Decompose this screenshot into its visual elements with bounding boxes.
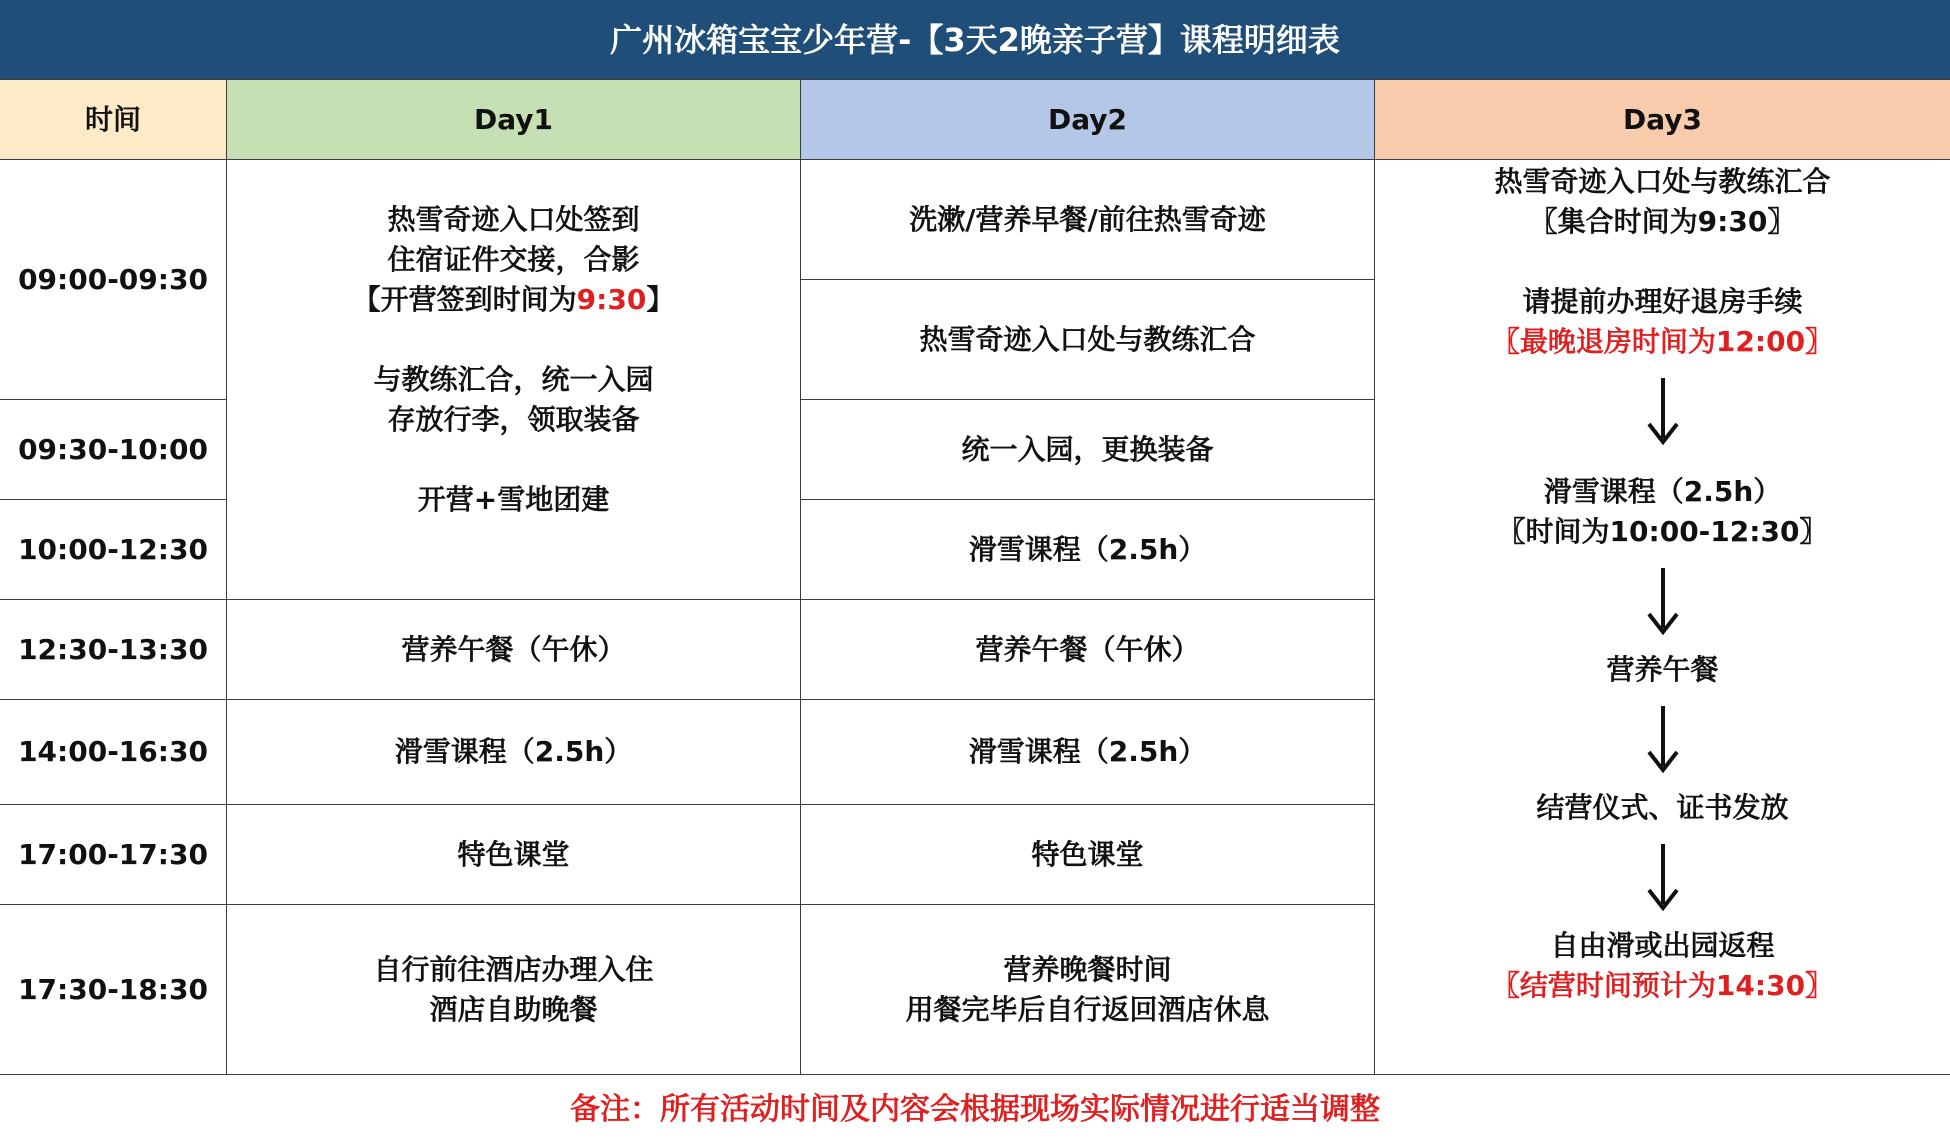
day3-free-ski: 自由滑或出园返程 bbox=[1550, 929, 1775, 962]
time-slot-3: 10:00-12:30 bbox=[0, 500, 227, 600]
arrow-down-icon bbox=[1643, 376, 1683, 446]
day3-checkout: 请提前办理好退房手续 bbox=[1522, 285, 1803, 318]
footer-note: 备注：所有活动时间及内容会根据现场实际情况进行适当调整 bbox=[570, 1091, 1380, 1127]
day1-morning-block bbox=[227, 160, 801, 600]
time-slot-6: 17:00-17:30 bbox=[0, 805, 227, 905]
day2-evening bbox=[801, 905, 1375, 1075]
day3-checkout-time: 〖最晚退房时间为12:00〗 bbox=[1491, 325, 1834, 358]
day2-breakfast: 洗漱/营养早餐/前往热雪奇迹 bbox=[801, 160, 1375, 280]
day1-hotel-checkin: 自行前往酒店办理入住 bbox=[373, 952, 654, 986]
day1-lunch: 营养午餐（午休） bbox=[227, 600, 801, 700]
day1-evening bbox=[227, 905, 801, 1075]
day2-dinner: 营养晚餐时间 bbox=[1003, 952, 1172, 986]
arrow-down-icon bbox=[1643, 704, 1683, 774]
day1-id-handover: 住宿证件交接，合影 bbox=[387, 242, 640, 276]
day3-end-time: 〖结营时间预计为14:30〗 bbox=[1491, 969, 1834, 1002]
table-title: 广州冰箱宝宝少年营-【3天2晚亲子营】课程明细表 bbox=[0, 0, 1950, 80]
day3-ceremony: 结营仪式、证书发放 bbox=[1536, 791, 1789, 824]
time-slot-4: 12:30-13:30 bbox=[0, 600, 227, 700]
header-time: 时间 bbox=[0, 80, 227, 160]
day2-class: 特色课堂 bbox=[801, 805, 1375, 905]
time-slot-1: 09:00-09:30 bbox=[0, 160, 227, 400]
day3-meet: 热雪奇迹入口处与教练汇合 bbox=[1494, 165, 1831, 198]
day2-return-hotel: 用餐完毕后自行返回酒店休息 bbox=[905, 992, 1270, 1026]
time-slot-7: 17:30-18:30 bbox=[0, 905, 227, 1075]
day3-block bbox=[1375, 160, 1950, 1075]
day3-ski: 滑雪课程（2.5h） bbox=[1543, 475, 1782, 508]
day2-enter-park: 统一入园，更换装备 bbox=[801, 400, 1375, 500]
day1-dinner: 酒店自助晚餐 bbox=[429, 992, 598, 1026]
day1-ski: 滑雪课程（2.5h） bbox=[227, 700, 801, 805]
day3-lunch: 营养午餐 bbox=[1606, 653, 1719, 686]
arrow-down-icon bbox=[1643, 566, 1683, 636]
time-slot-5: 14:00-16:30 bbox=[0, 700, 227, 805]
day2-ski-morning: 滑雪课程（2.5h） bbox=[801, 500, 1375, 600]
time-slot-2: 09:30-10:00 bbox=[0, 400, 227, 500]
day1-checkin-time: 【开营签到时间为9:30】 bbox=[352, 282, 675, 316]
day2-lunch: 营养午餐（午休） bbox=[801, 600, 1375, 700]
header-day2: Day2 bbox=[801, 80, 1375, 160]
day2-meet-coach: 热雪奇迹入口处与教练汇合 bbox=[801, 280, 1375, 400]
day3-meet-time: 〖集合时间为9:30〗 bbox=[1529, 205, 1796, 238]
day2-ski-afternoon: 滑雪课程（2.5h） bbox=[801, 700, 1375, 805]
day1-luggage: 存放行李，领取装备 bbox=[387, 402, 640, 436]
day3-ski-time: 〖时间为10:00-12:30〗 bbox=[1497, 515, 1828, 548]
header-day1: Day1 bbox=[227, 80, 801, 160]
day1-class: 特色课堂 bbox=[227, 805, 801, 905]
day1-opening: 开营+雪地团建 bbox=[417, 482, 610, 516]
header-day3: Day3 bbox=[1375, 80, 1950, 160]
arrow-down-icon bbox=[1643, 842, 1683, 912]
day1-meet-coach: 与教练汇合，统一入园 bbox=[373, 362, 654, 396]
day1-checkin: 热雪奇迹入口处签到 bbox=[387, 202, 640, 236]
